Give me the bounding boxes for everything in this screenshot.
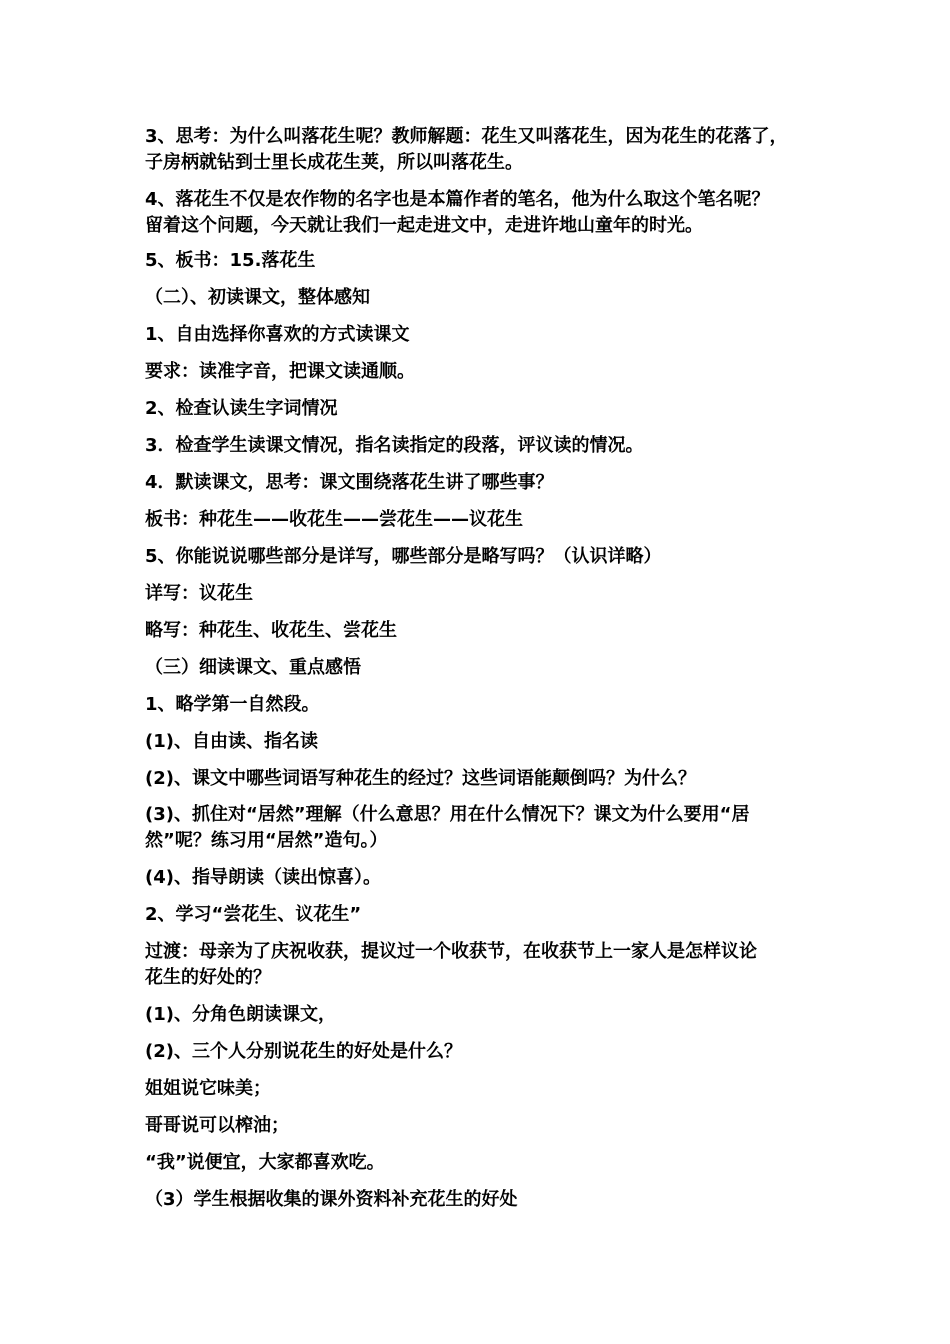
- paragraph-item-4: [145, 865, 825, 891]
- text-line: 4．默读课文，思考：课文围绕落花生讲了哪些事？: [145, 472, 554, 493]
- text-line: (1)、分角色朗读课文，: [145, 1004, 336, 1025]
- section-heading-first-reading: [145, 285, 825, 311]
- text-line: 1、自由选择你喜欢的方式读课文: [145, 324, 410, 345]
- text-line: 2、检查认读生字词情况: [145, 398, 338, 419]
- paragraph-item-3: [145, 802, 825, 854]
- paragraph-sister: [145, 1076, 825, 1102]
- text-line: (4)、指导朗读（读出惊喜）。: [145, 867, 381, 888]
- paragraph-free-reading: [145, 322, 825, 348]
- text-line: （三）细读课文、重点感悟: [145, 657, 361, 678]
- section-heading-close-reading: [145, 655, 825, 681]
- text-line: 要求：读准字音，把课文读通顺。: [145, 361, 415, 382]
- text-line: 详写：议花生: [145, 583, 253, 604]
- text-line: （二）、初读课文，整体感知: [145, 287, 370, 308]
- text-line: (1)、自由读、指名读: [145, 731, 318, 752]
- paragraph-silent-reading: [145, 470, 825, 496]
- paragraph-think-why-name: [145, 124, 825, 176]
- text-line: 过渡：母亲为了庆祝收获，提议过一个收获节，在收获节上一家人是怎样议论: [145, 941, 757, 962]
- paragraph-taste-discuss: [145, 902, 825, 928]
- text-line: 4、落花生不仅是农作物的名字也是本篇作者的笔名，他为什么取这个笔名呢？: [145, 189, 770, 210]
- text-line: 然”呢？练习用“居然”造句。）: [145, 830, 388, 851]
- text-line: 3、思考：为什么叫落花生呢？教师解题：花生又叫落花生，因为花生的花落了，: [145, 126, 788, 147]
- text-line: （3）学生根据收集的课外资料补充花生的好处: [145, 1189, 518, 1210]
- paragraph-pen-name: [145, 187, 825, 239]
- paragraph-item-1: [145, 729, 825, 755]
- paragraph-board-sequence: [145, 507, 825, 533]
- paragraph-item-2: [145, 766, 825, 792]
- paragraph-transition: [145, 939, 825, 991]
- paragraph-supplement: [145, 1187, 825, 1213]
- paragraph-requirement: [145, 359, 825, 385]
- text-line: 5、板书：15.落花生: [145, 250, 316, 271]
- paragraph-role-reading: [145, 1002, 825, 1028]
- text-line: 哥哥说可以榨油；: [145, 1115, 289, 1136]
- text-line: 略写：种花生、收花生、尝花生: [145, 620, 397, 641]
- paragraph-check-reading: [145, 433, 825, 459]
- text-line: 2、学习“尝花生、议花生”: [145, 904, 362, 925]
- text-line: (3)、抓住对“居然”理解（什么意思？用在什么情况下？课文为什么要用“居: [145, 804, 750, 825]
- text-line: 子房柄就钻到士里长成花生荚，所以叫落花生。: [145, 152, 523, 173]
- paragraph-brief: [145, 618, 825, 644]
- text-line: 3．检查学生读课文情况，指名读指定的段落，评议读的情况。: [145, 435, 644, 456]
- paragraph-me: [145, 1150, 825, 1176]
- text-line: 5、你能说说哪些部分是详写，哪些部分是略写吗？（认识详略）: [145, 546, 662, 567]
- text-line: (2)、课文中哪些词语写种花生的经过？这些词语能颠倒吗？为什么？: [145, 768, 696, 789]
- text-line: 1、略学第一自然段。: [145, 694, 320, 715]
- text-line: 板书：种花生——收花生——尝花生——议花生: [145, 509, 523, 530]
- text-line: “我”说便宜，大家都喜欢吃。: [145, 1152, 385, 1173]
- text-line: 姐姐说它味美；: [145, 1078, 271, 1099]
- paragraph-detailed: [145, 581, 825, 607]
- paragraph-board-title: [145, 248, 825, 274]
- paragraph-detail-brief: [145, 544, 825, 570]
- paragraph-brother: [145, 1113, 825, 1139]
- paragraph-first-natural-section: [145, 692, 825, 718]
- paragraph-check-words: [145, 396, 825, 422]
- text-line: 花生的好处的？: [145, 967, 271, 988]
- paragraph-three-people: [145, 1039, 825, 1065]
- text-line: (2)、三个人分别说花生的好处是什么？: [145, 1041, 462, 1062]
- text-line: 留着这个问题，今天就让我们一起走进文中，走进许地山童年的时光。: [145, 215, 703, 236]
